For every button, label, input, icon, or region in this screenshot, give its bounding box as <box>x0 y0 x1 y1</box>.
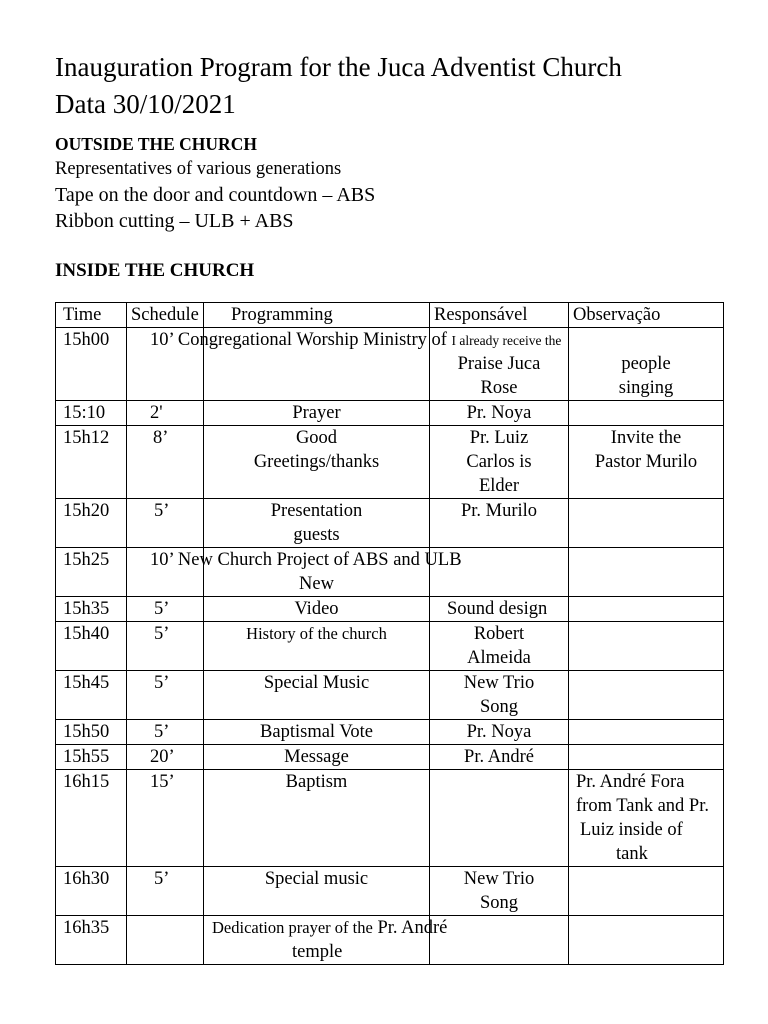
cell-schedule: 2' <box>127 401 204 426</box>
cell-time: 15h00 <box>56 328 127 401</box>
cell-observation <box>569 401 724 426</box>
table-row <box>56 597 724 622</box>
table-row <box>56 720 724 745</box>
cell-responsible: Pr. Luiz Carlos is Elder <box>430 426 569 499</box>
cell-schedule: 5’ <box>127 671 204 720</box>
table-row <box>56 770 724 867</box>
cell-observation <box>569 548 724 597</box>
cell-time: 15h50 <box>56 720 127 745</box>
cell-programming: Special music <box>204 867 430 916</box>
cell-observation: Pr. André Fora from Tank and Pr. Luiz inside of tank <box>569 770 724 867</box>
header-programming: Programming <box>204 303 430 328</box>
cell-observation: Invite the Pastor Murilo <box>569 426 724 499</box>
cell-schedule: 10’ New Church Project of ABS and ULB <box>127 548 204 597</box>
cell-responsible: Pr. Noya <box>430 401 569 426</box>
table-row <box>56 548 724 597</box>
cell-time: 15h35 <box>56 597 127 622</box>
table-row <box>56 916 724 965</box>
header-observation: Observação <box>569 303 724 328</box>
program-table <box>55 302 724 965</box>
outside-item: Tape on the door and countdown – ABS <box>55 184 376 206</box>
cell-programming: Baptismal Vote <box>204 720 430 745</box>
cell-time: 16h30 <box>56 867 127 916</box>
cell-programming: Special Music <box>204 671 430 720</box>
cell-schedule: 5’ <box>127 622 204 671</box>
cell-programming: Presentation guests <box>204 499 430 548</box>
cell-observation <box>569 720 724 745</box>
cell-time: 15:10 <box>56 401 127 426</box>
cell-observation: people singing <box>569 328 724 401</box>
cell-schedule: 5’ <box>127 867 204 916</box>
cell-programming: Baptism <box>204 770 430 867</box>
cell-time: 15h45 <box>56 671 127 720</box>
cell-programming: New <box>204 548 430 597</box>
table-row <box>56 328 724 401</box>
cell-time: 15h40 <box>56 622 127 671</box>
cell-responsible: Robert Almeida <box>430 622 569 671</box>
header-schedule: Schedule <box>127 303 204 328</box>
cell-responsible: Pr. Noya <box>430 720 569 745</box>
cell-observation <box>569 671 724 720</box>
cell-programming: Prayer <box>204 401 430 426</box>
cell-responsible: Pr. André <box>430 745 569 770</box>
cell-observation <box>569 916 724 965</box>
cell-responsible: New Trio Song <box>430 671 569 720</box>
cell-programming: Dedication prayer of the Pr. André temple <box>204 916 430 965</box>
cell-schedule <box>127 916 204 965</box>
cell-schedule: 15’ <box>127 770 204 867</box>
outside-heading: OUTSIDE THE CHURCH <box>55 134 257 154</box>
cell-time: 16h15 <box>56 770 127 867</box>
cell-time: 16h35 <box>56 916 127 965</box>
header-responsible: Responsável <box>430 303 569 328</box>
cell-schedule: 5’ <box>127 720 204 745</box>
cell-responsible: Pr. Murilo <box>430 499 569 548</box>
cell-observation <box>569 867 724 916</box>
outside-item: Ribbon cutting – ULB + ABS <box>55 210 294 232</box>
cell-note-overflow: I already receive the <box>451 333 562 348</box>
document-title: Inauguration Program for the Juca Adventist Church <box>55 52 622 82</box>
table-row <box>56 499 724 548</box>
cell-observation <box>569 622 724 671</box>
cell-time: 15h55 <box>56 745 127 770</box>
cell-programming: Good Greetings/thanks <box>204 426 430 499</box>
cell-schedule: 5’ <box>127 499 204 548</box>
table-row <box>56 622 724 671</box>
cell-programming: Video <box>204 597 430 622</box>
cell-observation <box>569 597 724 622</box>
cell-responsible: Sound design <box>430 597 569 622</box>
document-date: Data 30/10/2021 <box>55 89 236 119</box>
cell-schedule: 8’ <box>127 426 204 499</box>
cell-time: 15h25 <box>56 548 127 597</box>
cell-time: 15h12 <box>56 426 127 499</box>
header-time: Time <box>56 303 127 328</box>
outside-item: Representatives of various generations <box>55 159 342 179</box>
cell-programming: History of the church <box>204 622 430 671</box>
table-header-row <box>56 303 724 328</box>
cell-programming-overflow: Congregational Worship Ministry of <box>177 330 447 350</box>
inside-heading: INSIDE THE CHURCH <box>55 260 255 281</box>
cell-time: 15h20 <box>56 499 127 548</box>
cell-programming: Message <box>204 745 430 770</box>
table-row <box>56 671 724 720</box>
table-row <box>56 401 724 426</box>
cell-programming-overflow: New Church Project of ABS and ULB <box>177 550 462 570</box>
cell-responsible <box>430 916 569 965</box>
cell-observation <box>569 745 724 770</box>
table-row <box>56 867 724 916</box>
cell-observation <box>569 499 724 548</box>
cell-schedule: 20’ <box>127 745 204 770</box>
cell-responsible <box>430 770 569 867</box>
table-row <box>56 426 724 499</box>
cell-responsible: Praise Juca Rose <box>430 328 569 401</box>
cell-schedule: 10’ Congregational Worship Ministry of I already receive the <box>127 328 204 401</box>
table-row <box>56 745 724 770</box>
cell-responsible: New Trio Song <box>430 867 569 916</box>
cell-schedule: 5’ <box>127 597 204 622</box>
